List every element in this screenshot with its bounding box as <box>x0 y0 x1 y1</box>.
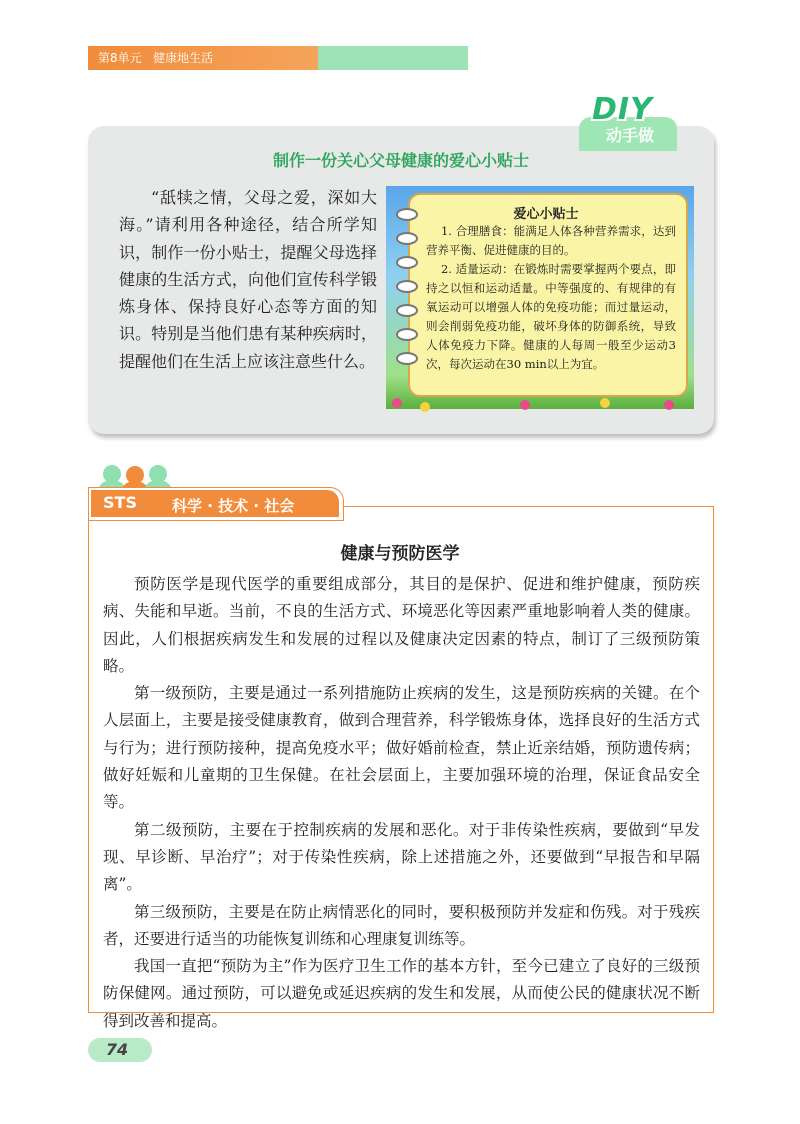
unit-title: 健康地生活 <box>153 51 214 65</box>
sts-label: STS <box>103 493 137 512</box>
sts-paragraph: 第一级预防，主要是通过一系列措施防止疾病的发生，这是预防疾病的关键。在个人层面上，主要是接受健康教育，做到合理营养，科学锻炼身体，选择良好的生活方式与行为；进行预防接种，提高免疫水平；做好婚前检查，禁止近亲结婚，预防遗传病；做好妊娠和儿童期的卫生保健。在社会层面上，主要加强环境的治理，保证食品安全等。 <box>103 684 700 812</box>
sts-caption: 科学 · 技术 · 社会 <box>172 497 295 515</box>
notebook-ring-icon <box>396 280 418 293</box>
sts-paragraph: 我国一直把“预防为主”作为医疗卫生工作的基本方针，至今已建立了良好的三级预防保健网。通过预防，可以避免或延迟疾病的发生和发展，从而使公民的健康状况不断得到改善和提高。 <box>103 957 700 1030</box>
notebook-ring-icon <box>396 352 418 365</box>
flower-icon <box>664 400 674 410</box>
flower-icon <box>420 402 430 412</box>
diy-title: 制作一份关心父母健康的爱心小贴士 <box>272 151 529 170</box>
sts-paragraph: 预防医学是现代医学的重要组成部分，其目的是保护、促进和维护健康，预防疾病、失能和早逝。当前，不良的生活方式、环境恶化等因素严重地影响着人类的健康。因此，人们根据疾病发生和发展的过程以及健康决定因素的特点，制订了三级预防策略。 <box>103 575 700 675</box>
tips-card-text <box>426 222 676 374</box>
diy-logo: DIY <box>592 92 653 127</box>
tips-card-title: 爱心小贴士 <box>513 207 579 222</box>
flower-icon <box>520 400 530 410</box>
notebook-ring-icon <box>396 304 418 317</box>
unit-header-text <box>98 49 213 66</box>
sts-paragraph: 第二级预防，主要在于控制疾病的发展和恶化。对于非传染性疾病，要做到“早发现、早诊断、早治疗”；对于传染性疾病，除上述措施之外，还要做到“早报告和早隔离”。 <box>103 820 700 894</box>
unit-number: 第8单元 <box>98 51 142 65</box>
flower-icon <box>600 398 610 408</box>
tips-item-diet: 1. 合理膳食：能满足人体各种营养需求，达到营养平衡、促进健康的目的。 <box>426 224 676 257</box>
diy-subtitle: 动手做 <box>605 126 654 145</box>
sts-title: 健康与预防医学 <box>340 544 460 564</box>
page-number: 74 <box>105 1040 129 1059</box>
sts-paragraph: 第三级预防，主要是在防止病情恶化的同时，要积极预防并发症和伤残。对于残疾者，还要进行适当的功能恢复训练和心理康复训练等。 <box>103 902 700 948</box>
flower-icon <box>392 398 402 408</box>
diy-paragraph: “舐犊之情，父母之爱，深如大海。”请利用各种途径，结合所学知识，制作一份小贴士，提醒父母选择健康的生活方式，向他们宣传科学锻炼身体、保持良好心态等方面的知识。特别是当他们患有某种疾病时，提醒他们在生活上应该注意些什么。 <box>119 188 377 371</box>
notebook-ring-icon <box>396 232 418 245</box>
tips-item-exercise: 2. 适量运动：在锻炼时需要掌握两个要点，即持之以恒和运动适量。中等强度的、有规律的有氧运动可以增强人体的免疫功能；而过量运动，则会削弱免疫功能，破坏身体的防御系统，导致人体免疫力下降。健康的人每周一般至少运动3次，每次运动在30 min以上为宜。 <box>426 262 676 371</box>
notebook-ring-icon <box>396 256 418 269</box>
diy-body <box>119 184 377 375</box>
notebook-ring-icon <box>396 328 418 341</box>
sts-body <box>103 571 700 1035</box>
unit-header-accent <box>318 46 468 70</box>
